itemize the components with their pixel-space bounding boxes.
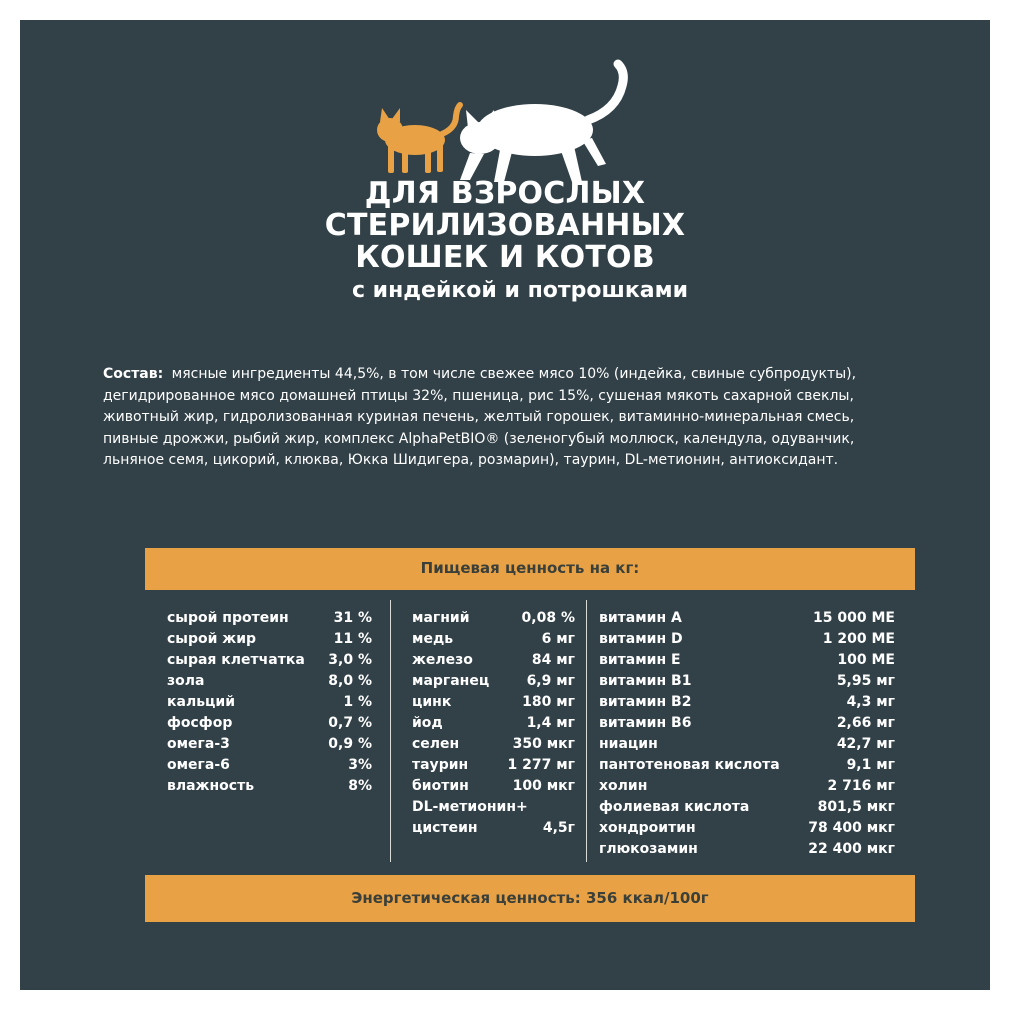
nutrient-name: хондроитин [599,820,696,836]
nutrient-value: 0,08 % [521,610,575,626]
nutrition-column-basic [167,608,372,797]
title-line-2: СТЕРИЛИЗОВАННЫХ [324,208,686,243]
nutrient-name: селен [412,736,460,752]
nutrient-value: 1 200 МЕ [822,631,895,647]
nutrient-value: 100 МЕ [837,652,895,668]
nutrition-table [145,590,915,875]
composition-line: Состав: мясные ингредиенты 44,5%, в том числе свежее мясо 10% (индейка, свиные субпродукты), [103,366,857,382]
nutrient-value: 9,1 мг [846,757,895,773]
nutrient-name: таурин [412,757,469,773]
nutrient-row [599,734,895,755]
nutrient-value: 6 мг [541,631,575,647]
nutrient-name: зола [167,673,205,689]
nutrient-row [167,734,372,755]
nutrient-row [167,629,372,650]
nutrient-value: 31 % [333,610,372,626]
nutrient-name: биотин [412,778,469,794]
nutrient-value: 4,5г [542,820,575,836]
nutrient-name: железо [412,652,473,668]
nutrient-name: влажность [167,778,255,794]
nutrient-value: 8,0 % [328,673,372,689]
nutrient-value: 2 716 мг [827,778,895,794]
nutrient-name: кальций [167,694,236,710]
nutrient-row [599,755,895,776]
kitten-icon [377,105,460,173]
nutrient-value: 0,9 % [328,736,372,752]
nutrient-name: фолиевая кислота [599,799,750,815]
nutrient-row [412,650,575,671]
nutrient-row [599,629,895,650]
nutrient-value: 3% [348,757,372,773]
column-divider [586,600,587,862]
composition-line: льняное семя, цикорий, клюква, Юкка Шидигера, розмарин), таурин, DL-метионин, антиоксидант. [103,452,839,468]
nutrient-name: цистеин [412,820,478,836]
nutrient-row [412,797,575,818]
nutrition-column-vitamins [599,608,895,860]
nutrient-value: 180 мг [522,694,575,710]
nutrient-name: DL-метионин+ [412,799,528,815]
nutrient-row [412,818,575,839]
nutrient-name: глюкозамин [599,841,698,857]
title-line-3: КОШЕК И КОТОВ [355,240,655,275]
nutrient-name: пантотеновая кислота [599,757,780,773]
nutrient-row [599,839,895,860]
nutrient-name: йод [412,715,443,731]
nutrient-value: 350 мкг [512,736,575,752]
nutrient-name: медь [412,631,454,647]
nutrient-name: ниацин [599,736,658,752]
nutrient-row [412,608,575,629]
nutrient-row [412,734,575,755]
nutrient-value: 5,95 мг [836,673,895,689]
nutrient-value: 3,0 % [328,652,372,668]
nutrient-value: 2,66 мг [836,715,895,731]
composition-line: пивные дрожжи, рыбий жир, комплекс AlphaPetBIO® (зеленогубый моллюск, календула, одуванчик, [103,430,855,447]
nutrient-row [412,776,575,797]
nutrient-row [412,692,575,713]
nutrient-name: витамин Е [599,652,681,668]
nutrient-value: 1,4 мг [526,715,575,731]
nutrient-row [599,608,895,629]
cat-icon [460,64,623,182]
nutrient-row [412,629,575,650]
nutrient-name: витамин В2 [599,694,692,710]
composition-line: животный жир, гидролизованная куриная печень, желтый горошек, витаминно-минеральная смесь, [103,409,855,425]
nutrient-value: 4,3 мг [846,694,895,710]
nutrient-row [599,797,895,818]
nutrient-row [167,608,372,629]
nutrient-row [599,692,895,713]
nutrient-value: 1 % [343,694,372,710]
nutrient-name: витамин В1 [599,673,692,689]
nutrient-name: витамин D [599,631,683,647]
nutrition-column-minerals [412,608,575,839]
nutrient-value: 100 мкг [512,778,575,794]
nutrient-name: сырой протеин [167,610,289,626]
nutrient-row [412,713,575,734]
nutrient-value: 11 % [333,631,372,647]
composition-text [103,364,923,472]
nutrient-name: цинк [412,694,452,710]
composition-label: Состав: [103,366,164,382]
nutrient-row [599,776,895,797]
nutrient-value: 801,5 мкг [817,799,895,815]
nutrient-value: 15 000 МЕ [813,610,895,626]
nutrient-name: марганец [412,673,490,689]
nutrient-row [599,650,895,671]
composition-line: дегидрированное мясо домашней птицы 32%, пшеница, рис 15%, сушеная мякоть сахарной свеклы, [103,387,854,404]
product-title [0,178,1010,308]
nutrient-name: фосфор [167,715,233,731]
column-divider [390,600,391,862]
nutrient-name: сырая клетчатка [167,652,305,668]
nutrient-value: 0,7 % [328,715,372,731]
nutrient-row [167,755,372,776]
nutrition-heading: Пищевая ценность на кг: [145,548,915,590]
nutrient-row [167,713,372,734]
nutrient-name: сырой жир [167,631,257,647]
nutrient-row [599,818,895,839]
nutrient-name: холин [599,778,648,794]
cats-illustration [360,58,640,188]
nutrient-row [412,671,575,692]
nutrient-value: 8% [348,778,372,794]
nutrient-row [599,713,895,734]
nutrient-name: омега-6 [167,757,230,773]
nutrient-value: 84 мг [531,652,575,668]
title-line-1: ДЛЯ ВЗРОСЛЫХ [364,176,646,211]
nutrient-row [412,755,575,776]
energy-value: Энергетическая ценность: 356 ккал/100г [145,875,915,922]
nutrient-name: магний [412,610,470,626]
nutrient-row [167,671,372,692]
nutrient-name: омега-3 [167,736,230,752]
nutrient-name: витамин А [599,610,682,626]
nutrient-value: 42,7 мг [836,736,895,752]
nutrient-value: 78 400 мкг [808,820,895,836]
nutrient-row [167,776,372,797]
product-subtitle: с индейкой и потрошками [351,278,689,303]
nutrient-row [599,671,895,692]
nutrient-value: 22 400 мкг [808,841,895,857]
nutrient-value: 6,9 мг [526,673,575,689]
nutrient-row [167,650,372,671]
nutrient-name: витамин В6 [599,715,692,731]
nutrient-value: 1 277 мг [507,757,575,773]
nutrient-row [167,692,372,713]
